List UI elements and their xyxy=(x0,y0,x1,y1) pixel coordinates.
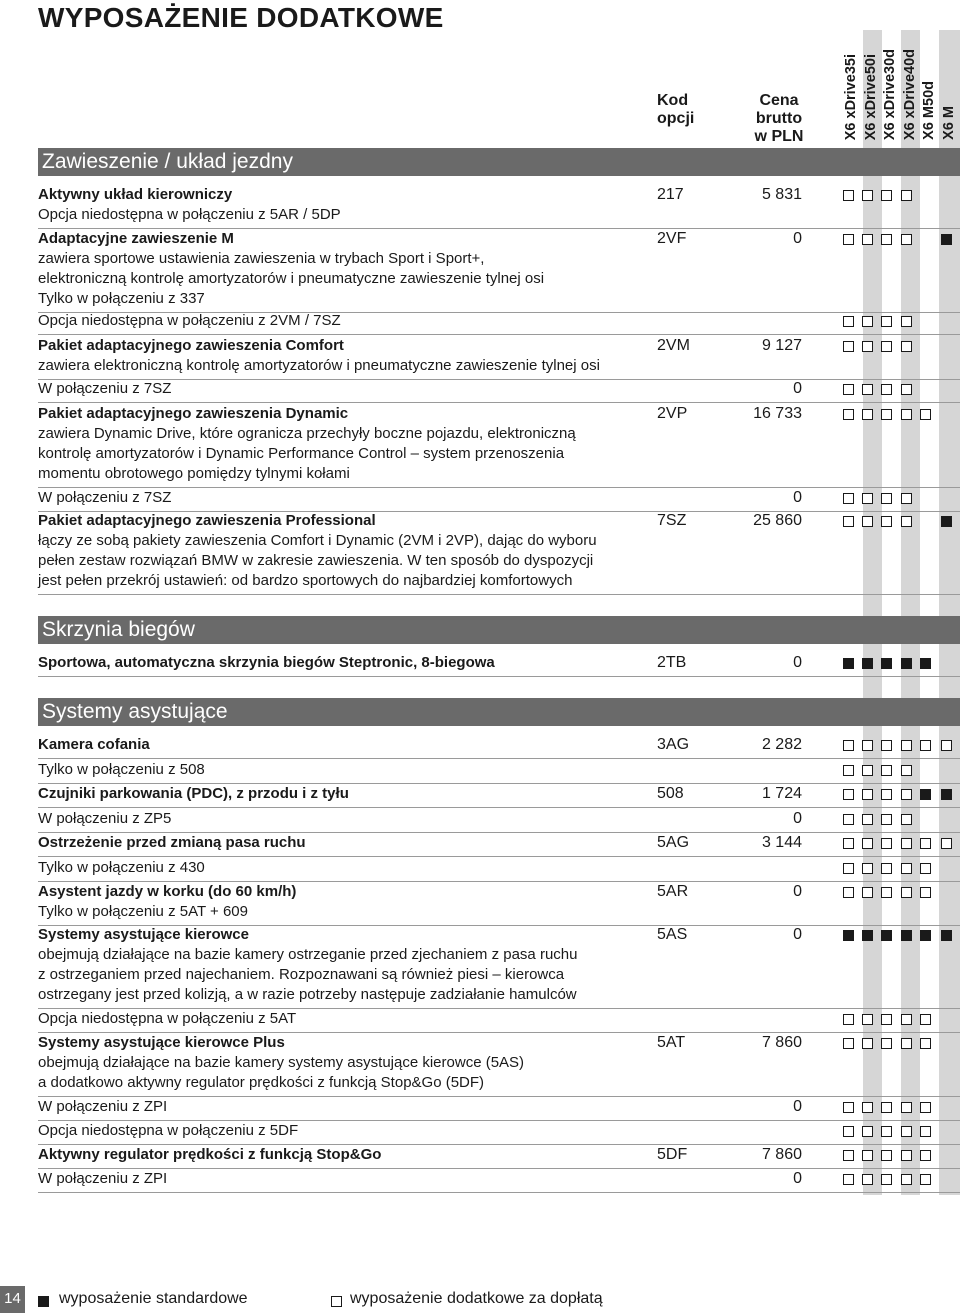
optional-marker xyxy=(881,409,892,420)
optional-marker xyxy=(881,341,892,352)
option-price: 0 xyxy=(793,926,802,943)
option-description: ostrzegany jest przed kolizją, a w razie potrzeby następuje zadziałanie hamulców xyxy=(38,986,577,1003)
option-description: Opcja niedostępna w połączeniu z 5AR / 5DP xyxy=(38,206,341,223)
option-description: Opcja niedostępna w połączeniu z 5DF xyxy=(38,1122,299,1139)
page-title: WYPOSAŻENIE DODATKOWE xyxy=(38,2,444,33)
option-description: z ostrzeganiem przed najechaniem. Rozpoznawani są również piesi – kierowca xyxy=(38,966,565,983)
option-code: 3AG xyxy=(657,736,690,753)
optional-marker xyxy=(881,765,892,776)
option-code: 5DF xyxy=(657,1146,688,1163)
option-price: 0 xyxy=(793,810,802,827)
option-price: 25 860 xyxy=(753,512,802,529)
optional-marker xyxy=(920,1150,931,1161)
standard-marker xyxy=(881,930,892,941)
option-price: 7 860 xyxy=(761,1034,802,1051)
option-description: elektroniczną kontrolę amortyzatorów i pneumatyczne zawieszenie tylnej osi xyxy=(38,270,545,287)
option-name: Czujniki parkowania (PDC), z przodu i z tyłu xyxy=(38,785,349,802)
option-price: 0 xyxy=(793,1170,802,1187)
standard-marker xyxy=(920,658,931,669)
optional-marker xyxy=(843,1014,854,1025)
model-header-x6-m: X6 M xyxy=(941,106,957,140)
optional-marker xyxy=(901,863,912,874)
standard-marker xyxy=(862,658,873,669)
optional-marker xyxy=(920,863,931,874)
optional-marker xyxy=(843,887,854,898)
optional-marker xyxy=(920,409,931,420)
option-name: Asystent jazdy w korku (do 60 km/h) xyxy=(38,883,297,900)
optional-marker xyxy=(862,1126,873,1137)
option-description: zawiera Dynamic Drive, które ogranicza przechyły boczne pojazdu, elektroniczną xyxy=(38,425,576,442)
option-code: 5AS xyxy=(657,926,688,943)
optional-marker xyxy=(843,863,854,874)
optional-marker xyxy=(843,1126,854,1137)
code-column-header: Kod opcji xyxy=(657,92,695,127)
optional-marker xyxy=(881,190,892,201)
column-shade-x6-m xyxy=(939,30,960,1195)
optional-marker xyxy=(881,1102,892,1113)
option-description: W połączeniu z 7SZ xyxy=(38,489,172,506)
standard-marker xyxy=(941,789,952,800)
optional-marker xyxy=(843,234,854,245)
model-header-x6-xdrive50i: X6 xDrive50i xyxy=(863,53,879,140)
option-description: Tylko w połączeniu z 337 xyxy=(38,290,205,307)
optional-marker xyxy=(843,516,854,527)
option-price: 0 xyxy=(793,883,802,900)
row-divider xyxy=(38,807,960,808)
optional-marker xyxy=(881,863,892,874)
option-name: Pakiet adaptacyjnego zawieszenia Comfort xyxy=(38,337,344,354)
optional-marker xyxy=(941,740,952,751)
option-code: 2TB xyxy=(657,654,687,671)
option-price: 0 xyxy=(793,489,802,506)
optional-marker xyxy=(862,740,873,751)
option-price: 1 724 xyxy=(761,785,802,802)
option-name: Sportowa, automatyczna skrzynia biegów Steptronic, 8-biegowa xyxy=(38,654,495,671)
row-divider xyxy=(38,1144,960,1145)
optional-marker xyxy=(843,1038,854,1049)
option-price: 0 xyxy=(793,230,802,247)
row-divider xyxy=(38,228,960,229)
legend-optional-label: wyposażenie dodatkowe za dopłatą xyxy=(350,1290,603,1307)
optional-marker xyxy=(901,384,912,395)
optional-marker xyxy=(881,838,892,849)
optional-marker xyxy=(862,190,873,201)
optional-marker xyxy=(862,409,873,420)
optional-marker xyxy=(862,1038,873,1049)
option-description: łączy ze sobą pakiety zawieszenia Comfort i Dynamic (2VM i 2VP), dając do wyboru xyxy=(38,532,597,549)
option-code: 2VM xyxy=(657,337,690,354)
row-divider xyxy=(38,402,960,403)
model-header-x6-xdrive40d: X6 xDrive40d xyxy=(902,48,918,140)
optional-marker xyxy=(920,1014,931,1025)
option-name: Pakiet adaptacyjnego zawieszenia Professional xyxy=(38,512,376,529)
optional-marker xyxy=(843,814,854,825)
optional-marker xyxy=(843,493,854,504)
option-name: Pakiet adaptacyjnego zawieszenia Dynamic xyxy=(38,405,349,422)
option-name: Aktywny regulator prędkości z funkcją Stop&Go xyxy=(38,1146,382,1163)
option-price: 9 127 xyxy=(761,337,802,354)
optional-marker xyxy=(881,384,892,395)
optional-marker xyxy=(901,1102,912,1113)
row-divider xyxy=(38,1192,960,1193)
optional-marker xyxy=(881,789,892,800)
optional-marker xyxy=(920,1126,931,1137)
optional-marker xyxy=(862,765,873,776)
optional-marker xyxy=(881,740,892,751)
option-code: 5AR xyxy=(657,883,689,900)
row-divider xyxy=(38,1168,960,1169)
optional-marker xyxy=(920,1038,931,1049)
optional-marker xyxy=(862,234,873,245)
optional-marker xyxy=(862,1150,873,1161)
option-description: Opcja niedostępna w połączeniu z 5AT xyxy=(38,1010,297,1027)
optional-marker xyxy=(862,516,873,527)
page-number: 14 xyxy=(0,1286,25,1313)
row-divider xyxy=(38,881,960,882)
option-description: Tylko w połączeniu z 508 xyxy=(38,761,205,778)
optional-marker xyxy=(881,1150,892,1161)
optional-marker xyxy=(881,1126,892,1137)
option-name: Systemy asystujące kierowce xyxy=(38,926,249,943)
row-divider xyxy=(38,487,960,488)
optional-marker xyxy=(881,887,892,898)
option-name: Systemy asystujące kierowce Plus xyxy=(38,1034,285,1051)
option-description: kontrolę amortyzatorów i Dynamic Performance Control – system przenoszenia xyxy=(38,445,565,462)
optional-marker xyxy=(901,1174,912,1185)
optional-marker xyxy=(901,1126,912,1137)
optional-marker xyxy=(901,190,912,201)
option-code: 508 xyxy=(657,785,684,802)
optional-marker xyxy=(862,493,873,504)
optional-marker xyxy=(862,1014,873,1025)
option-price: 0 xyxy=(793,380,802,397)
optional-marker xyxy=(901,765,912,776)
standard-marker xyxy=(901,930,912,941)
optional-marker xyxy=(901,493,912,504)
optional-marker xyxy=(920,740,931,751)
row-divider xyxy=(38,1032,960,1033)
optional-marker xyxy=(901,740,912,751)
optional-marker xyxy=(920,1174,931,1185)
optional-marker xyxy=(881,814,892,825)
optional-marker xyxy=(901,1014,912,1025)
row-divider xyxy=(38,832,960,833)
option-description: obejmują działające na bazie kamery systemy asystujące kierowce (5AS) xyxy=(38,1054,525,1071)
optional-marker xyxy=(901,814,912,825)
optional-marker xyxy=(843,1150,854,1161)
row-divider xyxy=(38,1120,960,1121)
option-description: pełen zestaw rozwiązań BMW w zakresie zawieszenia. W ten sposób do dyspozycji xyxy=(38,552,594,569)
optional-marker xyxy=(862,1174,873,1185)
option-description: a dodatkowo aktywny regulator prędkości z funkcją Stop&Go (5DF) xyxy=(38,1074,485,1091)
optional-marker xyxy=(862,789,873,800)
optional-marker xyxy=(881,1174,892,1185)
option-description: W połączeniu z ZPI xyxy=(38,1098,168,1115)
model-header-x6-xdrive30d: X6 xDrive30d xyxy=(882,48,898,140)
row-divider xyxy=(38,676,960,677)
row-divider xyxy=(38,334,960,335)
option-price: 0 xyxy=(793,654,802,671)
optional-marker xyxy=(881,1014,892,1025)
optional-marker xyxy=(862,316,873,327)
optional-marker xyxy=(881,316,892,327)
optional-marker xyxy=(843,341,854,352)
option-description: Tylko w połączeniu z 430 xyxy=(38,859,205,876)
option-description: obejmują działające na bazie kamery ostrzeganie przed zjechaniem z pasa ruchu xyxy=(38,946,578,963)
optional-marker xyxy=(862,341,873,352)
optional-marker xyxy=(901,234,912,245)
option-code: 5AG xyxy=(657,834,690,851)
section-header: Systemy asystujące xyxy=(38,698,960,726)
optional-marker xyxy=(843,384,854,395)
option-description: W połączeniu z 7SZ xyxy=(38,380,172,397)
standard-marker xyxy=(881,658,892,669)
optional-marker xyxy=(843,838,854,849)
optional-marker xyxy=(843,409,854,420)
option-name: Adaptacyjne zawieszenie M xyxy=(38,230,234,247)
optional-marker xyxy=(881,493,892,504)
section-header: Zawieszenie / układ jezdny xyxy=(38,148,960,176)
row-divider xyxy=(38,379,960,380)
option-code: 5AT xyxy=(657,1034,686,1051)
optional-marker xyxy=(901,838,912,849)
optional-marker xyxy=(862,814,873,825)
optional-marker xyxy=(843,789,854,800)
optional-marker xyxy=(881,516,892,527)
standard-marker xyxy=(920,789,931,800)
standard-marker xyxy=(941,516,952,527)
option-code: 2VF xyxy=(657,230,687,247)
optional-marker xyxy=(862,887,873,898)
model-header-x6-m50d: X6 M50d xyxy=(921,81,937,140)
option-price: 3 144 xyxy=(761,834,802,851)
optional-marker xyxy=(920,838,931,849)
optional-marker xyxy=(843,1102,854,1113)
optional-marker xyxy=(862,1102,873,1113)
optional-marker xyxy=(901,516,912,527)
optional-marker xyxy=(862,863,873,874)
optional-marker xyxy=(843,190,854,201)
row-divider xyxy=(38,1008,960,1009)
row-divider xyxy=(38,758,960,759)
option-description: W połączeniu z ZP5 xyxy=(38,810,172,827)
row-divider xyxy=(38,856,960,857)
option-code: 2VP xyxy=(657,405,688,422)
option-code: 7SZ xyxy=(657,512,687,529)
standard-equipment-legend-icon xyxy=(38,1296,49,1307)
standard-marker xyxy=(843,658,854,669)
optional-marker xyxy=(862,384,873,395)
option-description: Tylko w połączeniu z 5AT + 609 xyxy=(38,903,248,920)
option-description: W połączeniu z ZPI xyxy=(38,1170,168,1187)
standard-marker xyxy=(920,930,931,941)
model-header-x6-xdrive35i: X6 xDrive35i xyxy=(843,53,859,140)
optional-equipment-legend-icon xyxy=(331,1296,342,1307)
optional-marker xyxy=(843,316,854,327)
optional-marker xyxy=(901,1150,912,1161)
optional-marker xyxy=(901,789,912,800)
option-description: zawiera elektroniczną kontrolę amortyzatorów i pneumatyczne zawieszenie tylnej osi xyxy=(38,357,600,374)
option-description: momentu obrotowego pomiędzy tylnymi kołami xyxy=(38,465,350,482)
option-name: Kamera cofania xyxy=(38,736,150,753)
optional-marker xyxy=(843,1174,854,1185)
optional-marker xyxy=(941,838,952,849)
option-price: 7 860 xyxy=(761,1146,802,1163)
optional-marker xyxy=(881,234,892,245)
optional-marker xyxy=(843,740,854,751)
optional-marker xyxy=(920,1102,931,1113)
option-description: Opcja niedostępna w połączeniu z 2VM / 7SZ xyxy=(38,312,341,329)
optional-marker xyxy=(881,1038,892,1049)
price-column-header: Cena brutto w PLN xyxy=(754,92,804,145)
optional-marker xyxy=(901,316,912,327)
row-divider xyxy=(38,783,960,784)
standard-marker xyxy=(901,658,912,669)
option-price: 16 733 xyxy=(753,405,802,422)
standard-marker xyxy=(941,930,952,941)
optional-marker xyxy=(901,887,912,898)
option-price: 2 282 xyxy=(761,736,802,753)
standard-marker xyxy=(941,234,952,245)
optional-marker xyxy=(901,409,912,420)
optional-marker xyxy=(920,887,931,898)
section-header: Skrzynia biegów xyxy=(38,616,960,644)
optional-marker xyxy=(901,1038,912,1049)
row-divider xyxy=(38,594,960,595)
option-name: Ostrzeżenie przed zmianą pasa ruchu xyxy=(38,834,306,851)
option-name: Aktywny układ kierowniczy xyxy=(38,186,233,203)
optional-marker xyxy=(862,838,873,849)
option-description: zawiera sportowe ustawienia zawieszenia w trybach Sport i Sport+, xyxy=(38,250,485,267)
option-price: 5 831 xyxy=(761,186,802,203)
optional-marker xyxy=(901,341,912,352)
optional-marker xyxy=(843,765,854,776)
standard-marker xyxy=(843,930,854,941)
option-price: 0 xyxy=(793,1098,802,1115)
standard-marker xyxy=(862,930,873,941)
legend-standard-label: wyposażenie standardowe xyxy=(59,1290,248,1307)
option-code: 217 xyxy=(657,186,684,203)
option-description: jest pełen przekrój ustawień: od bardzo sportowych do najbardziej komfortowych xyxy=(38,572,573,589)
row-divider xyxy=(38,1096,960,1097)
